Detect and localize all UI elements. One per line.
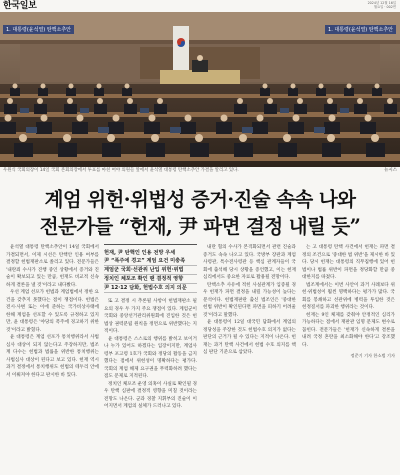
article-column-1 [6, 244, 99, 470]
paragraph: 탄핵소추 사유에 적힌 사실관계가 입증될 경우 헌재가 파면 결정을 내릴 가능성이 높다는 분석이다. 헌법재판관 출신 법조인은 '중대한 헌법 위반이 확인된다면 파면을 피하기 어려울 것'이라고 말했다. [203, 282, 296, 318]
publication-date: 2024년 12월 16일 [367, 1, 396, 5]
headline-line-1: 계엄 위헌·위법성 증거·진술 속속 나와 [44, 188, 356, 211]
article-column-4 [302, 244, 395, 470]
byline: 정준기 기자 한소범 기자 [350, 353, 395, 358]
paragraph: 정치인 체포조 운영 의혹이 사실로 확인될 경우 탄핵 심판에 결정적 영향을 미칠 것이라는 전망도 나온다. 군과 경찰 지휘부의 진술이 이어지면서 계엄의 실체가 드러나고 있다. [104, 381, 197, 409]
paragraph: 법조계에서는 이번 사안이 과거 사례보다 위헌·위법성이 훨씬 명백하다는 평가가 많다. 국회를 봉쇄하고 선관위에 병력을 투입한 것은 헌정질서를 파괴한 행위라는 것이다. [302, 282, 395, 310]
article-column-2 [104, 244, 197, 470]
paragraph: 는 고 대통령 탄핵 사건에서 헌재는 파면 결정의 조건으로 '중대한 법 위반'을 제시한 바 있다. 당시 헌재는 대통령의 직무집행에 있어 헌법이나 법률 위반이 파면을 정당화할 만큼 중대한지를 따졌다. [302, 245, 395, 280]
paragraph: 윤 대통령은 계엄 선포가 통치행위라서 사법심사 대상이 되지 않는다고 주장하지만, 법조계 다수는 헌법과 법률을 위반한 통치행위는 사법심사 대상이 된다고 보고 있다. 헌재 역시 과거 결정에서 통치행위도 헌법의 테두리 안에서 이뤄져야 한다고 판시한 바 있다. [6, 335, 99, 378]
paragraph: 헌재는 9인 체제를 갖춰야 안정적인 심리가 가능하다는 점에서 재판관 임명 문제도 변수로 꼽힌다. 전문가들은 '헌재가 신속하게 결론을 내려 국정 혼란을 최소화해야 한다'고 강조했다. [302, 312, 395, 348]
subhead-line: 정치인 체포조 확인 땐 결정적 영향 [104, 275, 197, 284]
paragraph: 내란 혐의 수사가 본격화되면서 관련 진술과 증거도 속속 나오고 있다. 국방부 장관과 계엄사령관, 특수전사령관 등 핵심 관계자들이 국회에 출석해 당시 상황을 증언했고, 이는 헌재 심리에서도 중요한 자료로 활용될 전망이다. [203, 245, 296, 280]
publication-info [368, 1, 396, 9]
masthead [0, 0, 400, 12]
subhead-box [104, 244, 197, 293]
subhead-line: 계엄군 국회·선관위 난입 위헌·위법 [104, 266, 197, 275]
article-column-3 [203, 244, 296, 470]
subhead-line: 尹 “폭주에 경고” 계엄 요건 미충족 [104, 257, 197, 266]
paragraph: 또 고 결정 시 추론될 사항이 헌법재판소 필요의 경우 두 가지 주요 쟁점이 있다. 계엄군이 국회와 중앙선거관리위원회에 진입한 것은 헌법상 권력분립 원칙을 정면으로 위반했다는 지적이다. [104, 299, 197, 334]
photo-caption: 우원식 국회의장이 14일 국회 본회의장에서 투표를 마친 여야 의원들 앞에서 윤석열 대통령 탄핵소추안 가결을 알리고 있다. [3, 168, 239, 173]
paragraph: 윤 대통령은 스스로의 행위를 밝히고 보이거나 누가 있어도 하겠다는 입장이지만, 계엄사령부 포고령 1호가 국회와 정당의 활동을 금지했다는 점에서 위헌성이 명확하다는 평가다. 국회의 계엄 해제 요구권을 무력화하려 했다는 점도 문제로 지적된다. [104, 336, 197, 379]
tv-chyron-right: 1. 대통령(윤석열) 탄핵소추안 [325, 25, 396, 34]
tv-chyron-left: 1. 대통령(윤석열) 탄핵소추안 [3, 25, 74, 34]
lead-photo [0, 12, 400, 167]
article-body [6, 244, 396, 470]
page-number: 월요일 · 002면 [373, 5, 396, 9]
newspaper-logo: 한국일보 [3, 1, 37, 11]
paragraph: 우선 계엄 선포가 헌법과 계엄법에서 정한 요건을 갖추지 못했다는 점이 쟁점이다. 헌법은 전시·사변 또는 이에 준하는 국가비상사태에 한해 계엄을 선포할 수 있도록 규정하고 있지만, 윤 대통령은 '야당의 폭주에 경고하기 위한 것'이라고 밝혔다. [6, 290, 99, 333]
sidebar-title: 헌재, 尹 탄핵인 인용 전망 우세 [104, 250, 176, 256]
headline [0, 186, 400, 240]
paragraph: 윤 대통령이 12일 대국민 담화에서 계엄의 정당성을 주장한 것도 헌법수호 의지가 없다는 판단의 근거가 될 수 있다는 지적이 나온다. 헌재는 과거 탄핵 사건에서 헌법 수호 의지를 핵심 판단 기준으로 삼았다. [203, 320, 296, 355]
paragraph: 윤석열 대통령 탄핵소추안이 14일 국회에서 가결되면서, 이제 시선은 탄핵안 인용 여부를 결정할 헌법재판소로 쏠리고 있다. 전문가들은 '내란죄 수사가 진행 중인 상황에서 증거와 진술이 확보되고 있는 만큼, 헌재도 비교적 신속하게 결론을 낼 것'이라고 내다봤다. [6, 245, 99, 288]
subhead-line: 尹 12·12 담화, 헌법수호 의지 의문 [104, 284, 197, 293]
photo-credit: 뉴시스 [384, 168, 397, 173]
national-assembly-chamber-photo [0, 12, 400, 167]
photo-caption-row [3, 168, 397, 174]
headline-line-2: 전문가들 “헌재, 尹 파면 결정 내릴 듯” [39, 215, 361, 238]
